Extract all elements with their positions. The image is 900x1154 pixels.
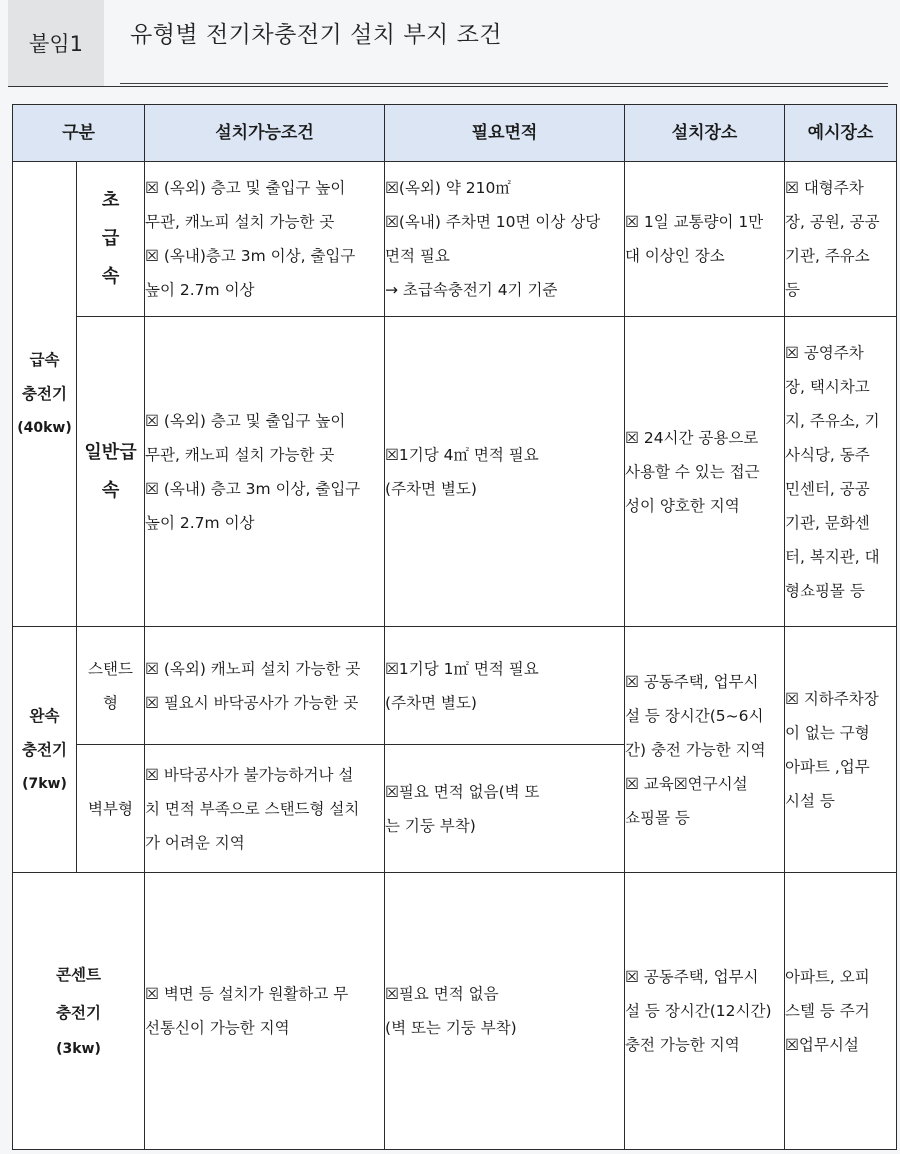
general-line-2: 속 (101, 479, 120, 501)
text-line: 기관, 문화센 (785, 513, 870, 532)
ultra-fast-subtype (77, 162, 145, 317)
rapid-charger-type (13, 162, 77, 627)
header-divider (8, 86, 888, 87)
general-conditions (145, 317, 385, 627)
slow-power: (7kw) (22, 775, 67, 792)
text-line: 무관, 캐노피 설치 가능한 곳 (145, 445, 335, 464)
text-line: 면적 필요 (385, 247, 450, 265)
text-line: 아파트 ,업무 (785, 757, 870, 776)
outlet-name-line1: 콘센트 (56, 966, 101, 984)
text-line: ☒ 공영주차 (785, 343, 864, 362)
text-line: 사식당, 동주 (785, 445, 870, 464)
attachment-label: 붙임1 (8, 0, 104, 86)
text-line: ☒업무시설 (785, 1036, 859, 1054)
text-line: ☒ (옥외) 캐노피 설치 가능한 곳 (145, 659, 361, 678)
outlet-power: (3kw) (56, 1041, 101, 1057)
text-line: 설 등 장시간(12시간) (625, 1002, 772, 1020)
wall-line-1: 벽부형 (88, 799, 133, 818)
text-line: 충전 가능한 지역 (625, 1036, 740, 1054)
title-underline (120, 83, 888, 84)
text-line: (주차면 별도) (385, 693, 477, 712)
outlet-name-line2: 충전기 (56, 1004, 101, 1022)
text-line: 시설 등 (785, 791, 835, 810)
text-line: ☒ (옥내)층고 3m 이상, 출입구 (145, 247, 356, 265)
text-line: 터, 복지관, 대 (785, 547, 880, 566)
text-line: 선통신이 가능한 지역 (145, 1019, 290, 1037)
outlet-place (625, 873, 785, 1150)
text-line: 쇼핑몰 등 (625, 808, 690, 827)
text-line: ☒ (옥외) 층고 및 출입구 높이 (145, 411, 346, 430)
text-line: ☒1기당 4㎡ 면적 필요 (385, 445, 539, 464)
ultra-char-2: 급 (101, 228, 120, 249)
text-line: 형쇼핑몰 등 (785, 581, 865, 600)
ultra-char-1: 초 (101, 190, 120, 211)
ultra-conditions (145, 162, 385, 317)
wall-conditions (145, 745, 385, 873)
text-line: ☒ 바닥공사가 불가능하거나 설 (145, 765, 354, 784)
col-header-category: 구분 (13, 105, 145, 162)
text-line: 스텔 등 주거 (785, 1002, 870, 1020)
text-line: ☒필요 면적 없음 (385, 985, 499, 1003)
text-line: 치 면적 부족으로 스탠드형 설치 (145, 799, 360, 818)
text-line: ☒(옥내) 주차면 10면 이상 상당 (385, 213, 601, 231)
col-header-area: 필요면적 (385, 105, 625, 162)
wall-subtype (77, 745, 145, 873)
stand-line-1: 스탠드 (88, 659, 133, 678)
text-line: ☒ 필요시 바닥공사가 가능한 곳 (145, 693, 359, 712)
text-line: ☒ 공동주택, 업무시 (625, 968, 759, 986)
text-line: ☒1기당 1㎡ 면적 필요 (385, 659, 539, 678)
slow-charger-type (13, 627, 77, 873)
wall-area (385, 745, 625, 873)
charger-site-conditions-table (12, 104, 897, 1150)
text-line: ☒필요 면적 없음(벽 또 (385, 782, 540, 801)
slow-place (625, 627, 785, 873)
text-line: ☒ 1일 교통량이 1만 (625, 213, 764, 231)
rapid-name-line2: 충전기 (22, 385, 67, 403)
ultra-example (785, 162, 897, 317)
text-line: ☒ 지하주차장 (785, 689, 879, 708)
general-line-1: 일반급 (84, 441, 137, 463)
text-line: 장, 택시차고 (785, 377, 870, 396)
slow-example (785, 627, 897, 873)
text-line: 무관, 캐노피 설치 가능한 곳 (145, 213, 335, 231)
text-line: ☒ 벽면 등 설치가 원활하고 무 (145, 985, 349, 1003)
general-fast-subtype (77, 317, 145, 627)
outlet-area (385, 873, 625, 1150)
text-line: ☒(옥외) 약 210㎡ (385, 179, 511, 197)
text-line: 가 어려운 지역 (145, 833, 245, 852)
ultra-char-3: 속 (101, 266, 120, 287)
text-line: 지, 주유소, 기 (785, 411, 880, 430)
text-line: 아파트, 오피 (785, 968, 870, 986)
document-title: 유형별 전기차충전기 설치 부지 조건 (130, 22, 503, 48)
table-row (13, 317, 897, 627)
text-line: (벽 또는 기둥 부착) (385, 1019, 517, 1037)
text-line: 높이 2.7m 이상 (145, 513, 255, 532)
text-line: 대 이상인 장소 (625, 247, 725, 265)
text-line: 사용할 수 있는 접근 (625, 462, 760, 481)
table-row (13, 627, 897, 745)
text-line: 기관, 주유소 (785, 247, 870, 265)
text-line: ☒ (옥내) 층고 3m 이상, 출입구 (145, 479, 361, 498)
rapid-power: (40kw) (17, 420, 72, 436)
ultra-area (385, 162, 625, 317)
table-row (13, 873, 897, 1150)
text-line: 장, 공원, 공공 (785, 213, 880, 231)
general-area (385, 317, 625, 627)
text-line: ☒ 공동주택, 업무시 (625, 672, 759, 691)
stand-area (385, 627, 625, 745)
outlet-conditions (145, 873, 385, 1150)
text-line: ☒ 교육☒연구시설 (625, 774, 748, 793)
table-row (13, 162, 897, 317)
rapid-name-line1: 급속 (29, 351, 60, 369)
text-line: → 초급속충전기 4기 기준 (385, 281, 558, 299)
text-line: 이 없는 구형 (785, 723, 870, 742)
text-line: 는 기둥 부착) (385, 816, 476, 835)
text-line: 설 등 장시간(5~6시 (625, 706, 764, 725)
outlet-example (785, 873, 897, 1150)
general-example (785, 317, 897, 627)
col-header-place: 설치장소 (625, 105, 785, 162)
outlet-charger-type (13, 873, 145, 1150)
col-header-example: 예시장소 (785, 105, 897, 162)
general-place (625, 317, 785, 627)
stand-conditions (145, 627, 385, 745)
text-line: 민센터, 공공 (785, 479, 870, 498)
table-header-row (13, 105, 897, 162)
text-line: ☒ (옥외) 층고 및 출입구 높이 (145, 179, 346, 197)
text-line: (주차면 별도) (385, 479, 477, 498)
text-line: ☒ 24시간 공용으로 (625, 428, 759, 447)
slow-name-line1: 완속 (29, 706, 60, 725)
text-line: 간) 충전 가능한 지역 (625, 740, 766, 759)
text-line: ☒ 대형주차 (785, 179, 864, 197)
text-line: 성이 양호한 지역 (625, 496, 740, 515)
text-line: 높이 2.7m 이상 (145, 281, 255, 299)
col-header-conditions: 설치가능조건 (145, 105, 385, 162)
ultra-place (625, 162, 785, 317)
stand-line-2: 형 (103, 693, 118, 712)
slow-name-line2: 충전기 (22, 740, 67, 759)
text-line: 등 (785, 281, 800, 299)
stand-subtype (77, 627, 145, 745)
